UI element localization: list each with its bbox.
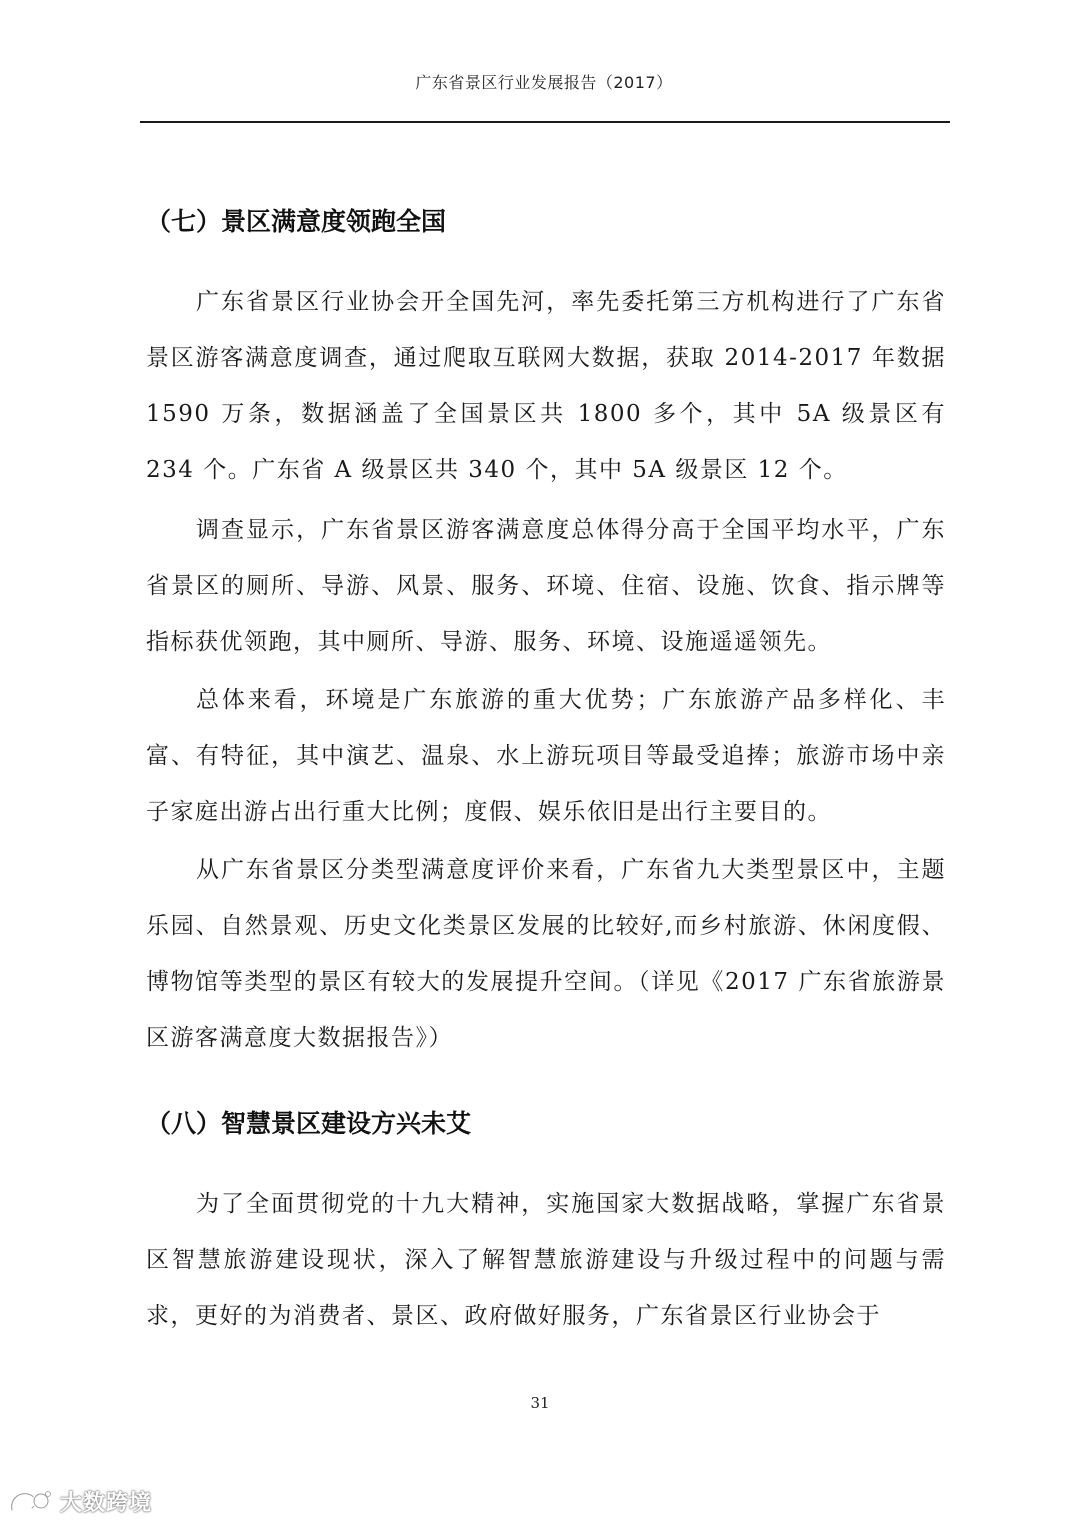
header-rule (140, 121, 950, 123)
paragraph-smart-scenic: 为了全面贯彻党的十九大精神，实施国家大数据战略，掌握广东省景区智慧旅游建设现状，深入了解智慧旅游建设与升级过程中的问题与需求，更好的为消费者、景区、政府做好服务，广东省景区行业协会于 (146, 1191, 946, 1329)
paragraph-type-evaluation: 从广东省景区分类型满意度评价来看，广东省九大类型景区中，主题乐园、自然景观、历史文化类景区发展的比较好,而乡村旅游、休闲度假、博物馆等类型的景区有较大的发展提升空间。（详见《2017 广东省旅游景区游客满意度大数据报告》） (146, 857, 946, 1051)
watermark-text: 大数跨境 (60, 1490, 153, 1516)
running-header: 广东省景区行业发展报告（2017） (415, 73, 673, 92)
section-heading-8: （八）智慧景区建设方兴未艾 (146, 1109, 472, 1138)
page-number: 31 (530, 1394, 550, 1412)
watermark-logo-icon (8, 1488, 54, 1514)
section-heading-7: （七）景区满意度领跑全国 (146, 207, 447, 236)
paragraph-survey-intro: 广东省景区行业协会开全国先河，率先委托第三方机构进行了广东省景区游客满意度调查，通过爬取互联网大数据，获取 2014-2017 年数据 1590 万条，数据涵盖了全国景区共 1800 多个，其中 5A 级景区有 234 个。广东省 A 级景区共 340 个，其中 5A 级景区 12 个。 (146, 289, 946, 483)
paragraph-overall-view: 总体来看，环境是广东旅游的重大优势；广东旅游产品多样化、丰富、有特征，其中演艺、温泉、水上游玩项目等最受追捧；旅游市场中亲子家庭出游占出行重大比例；度假、娱乐依旧是出行主要目的。 (146, 687, 946, 825)
paragraph-survey-results: 调查显示，广东省景区游客满意度总体得分高于全国平均水平，广东省景区的厕所、导游、风景、服务、环境、住宿、设施、饮食、指示牌等指标获优领跑，其中厕所、导游、服务、环境、设施遥遥领先。 (146, 517, 946, 655)
watermark (8, 1486, 152, 1516)
